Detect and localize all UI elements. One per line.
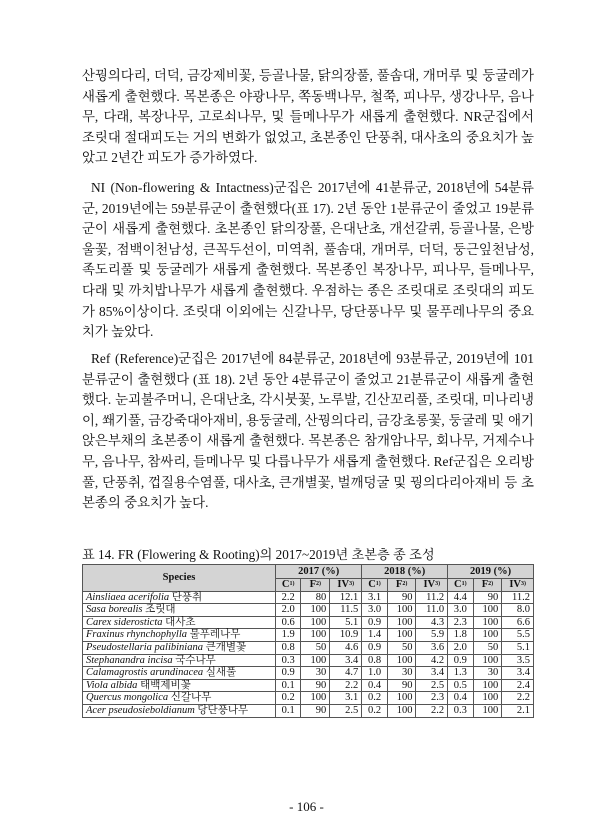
table-row [83,591,534,604]
species-cell [83,591,276,604]
value-cell: 2.2 [416,704,448,717]
value-cell: 3.4 [502,667,534,680]
value-cell: 90 [387,679,416,692]
value-cell: 100 [387,654,416,667]
value-cell: 0.2 [362,692,387,705]
value-cell: 0.2 [362,704,387,717]
value-cell: 0.3 [276,654,301,667]
value-cell: 100 [301,654,330,667]
value-cell: 50 [387,641,416,654]
scientific-name: Acer pseudosieboldianum [86,704,195,716]
paragraph-nr-continued: 산꿩의다리, 더덕, 금강제비꽃, 등골나물, 닭의장풀, 풀솜대, 개머루 및 둥굴레가 새롭게 출현했다. 목본종은 야광나무, 쪽동백나무, 철쭉, 피나무, 생강나무, 음나무, 다래, 복장나무, 고로쇠나무, 및 들메나무가 새롭게 출현했다. NR군집에서 조릿대 절대피도는 거의 변화가 없었고, 초본종인 단풍취, 대사초의 중요치가 높았고 2년간 피도가 증가하였다. [82,68,534,166]
value-cell: 50 [301,641,330,654]
subheader-c [448,579,473,592]
value-cell: 90 [301,679,330,692]
value-cell: 100 [473,616,502,629]
korean-name: 태백제비꽃 [140,679,191,691]
species-table [82,564,534,718]
species-cell [83,629,276,642]
subheader-iv [502,579,534,592]
value-cell: 4.6 [330,641,362,654]
subheader-c [276,579,301,592]
subheader-iv [330,579,362,592]
value-cell: 100 [301,629,330,642]
subheader-label: C [454,579,462,590]
value-cell: 2.2 [276,591,301,604]
korean-name: 국수나무 [175,654,216,666]
value-cell: 12.1 [330,591,362,604]
table-row [83,704,534,717]
korean-name: 조릿대 [145,604,176,616]
year-header: 2018 (%) [362,565,448,579]
value-cell: 11.2 [502,591,534,604]
value-cell: 4.2 [416,654,448,667]
scientific-name: Pseudostellaria palibiniana [86,641,203,653]
value-cell: 100 [301,692,330,705]
value-cell: 0.8 [362,654,387,667]
value-cell: 100 [301,616,330,629]
value-cell: 3.4 [330,654,362,667]
scientific-name: Quercus mongolica [86,692,169,704]
value-cell: 3.5 [502,654,534,667]
table-row [83,629,534,642]
species-cell [83,667,276,680]
value-cell: 3.0 [448,604,473,617]
value-cell: 100 [473,692,502,705]
value-cell: 11.5 [330,604,362,617]
species-cell [83,654,276,667]
paragraph-ref: Ref (Reference)군집은 2017년에 84분류군, 2018년에 93분류군, 2019년에 101분류군이 출현했다 (표 18). 2년 동안 4분류군이 줄었고 21분류군이 새롭게 출현했다. 눈괴불주머니, 은대난초, 각시붓꽃, 노루발, 긴산꼬리풀, 조릿대, 미나리냉이, 쐐기풀, 금강죽대아재비, 용둥굴레, 산꿩의다리, 금강초롱꽃, 둥굴레 및 애기앉은부채의 초본종이 새롭게 출현했다. 목본종은 참개암나무, 회나무, 거제수나무, 음나무, 참싸리, 들메나무 및 다릅나무가 새롭게 출현했다. Ref군집은 오리방풀, 단풍취, 껍질용수염풀, 대사초, 큰개별꽃, 벌깨덩굴 및 꿩의다리아재비 등 초본종의 중요치가 높다. [82,351,534,511]
value-cell: 100 [387,616,416,629]
year-header: 2017 (%) [276,565,362,579]
value-cell: 100 [473,704,502,717]
paragraph-ni: NI (Non-flowering & Intactness)군집은 2017년에 41분류군, 2018년에 54분류군, 2019년에는 59분류군이 출현했다(표 17). 2년 동안 1분류군이 줄었고 19분류군이 새롭게 출현했다. 초본종인 닭의장풀, 은대난초, 개선갈퀴, 등골나물, 은방울꽃, 점백이천남성, 큰꼭두선이, 미역취, 풀솜대, 개머루, 더덕, 둥근잎천남성, 족도리풀 및 둥굴레가 새롭게 출현했다. 목본종인 복장나무, 피나무, 들메나무, 다래 및 까치밥나무가 새롭게 출현했다. 우점하는 종은 조릿대로 조릿대의 피도가 85%이상이다. 조릿대 이외에는 신갈나무, 당단풍나무 및 물푸레나무의 중요치가 높았다. [82,180,534,340]
value-cell: 0.9 [362,616,387,629]
value-cell: 4.3 [416,616,448,629]
korean-name: 대사초 [165,616,196,628]
value-cell: 0.5 [448,679,473,692]
subheader-label: IV [337,579,350,590]
footnote-marker: 2) [488,581,494,587]
subheader-f [301,579,330,592]
table-row [83,692,534,705]
korean-name: 실새풀 [205,667,237,679]
scientific-name: Ainsliaea acerifolia [86,591,170,603]
value-cell: 100 [387,604,416,617]
value-cell: 100 [473,679,502,692]
scientific-name: Calamagrostis arundinacea [86,667,204,679]
value-cell: 5.1 [330,616,362,629]
value-cell: 80 [301,591,330,604]
scientific-name: Viola albida [86,679,138,691]
value-cell: 2.5 [416,679,448,692]
value-cell: 2.5 [330,704,362,717]
korean-name: 큰개별꽃 [205,641,247,653]
value-cell: 10.9 [330,629,362,642]
value-cell: 2.3 [416,692,448,705]
value-cell: 0.2 [276,692,301,705]
value-cell: 3.1 [330,692,362,705]
subheader-iv [416,579,448,592]
value-cell: 1.4 [362,629,387,642]
footnote-marker: 1) [461,581,467,587]
value-cell: 30 [387,667,416,680]
footnote-marker: 2) [316,581,322,587]
footnote-marker: 3) [520,581,526,587]
value-cell: 5.1 [502,641,534,654]
species-cell [83,641,276,654]
value-cell: 4.7 [330,667,362,680]
value-cell: 0.9 [362,641,387,654]
table-row [83,654,534,667]
subheader-label: C [281,579,290,590]
value-cell: 100 [473,604,502,617]
value-cell: 6.6 [502,616,534,629]
value-cell: 0.9 [448,654,473,667]
species-cell [83,692,276,705]
value-cell: 100 [473,629,502,642]
value-cell: 2.2 [330,679,362,692]
year-header: 2019 (%) [448,565,534,579]
footnote-marker: 1) [289,581,295,587]
value-cell: 90 [387,591,416,604]
korean-name: 단풍취 [171,591,203,603]
korean-name: 물푸레나무 [189,629,241,641]
value-cell: 11.2 [416,591,448,604]
value-cell: 50 [473,641,502,654]
value-cell: 100 [301,604,330,617]
subheader-label: C [368,579,376,590]
value-cell: 4.4 [448,591,473,604]
species-header: Species [83,565,276,592]
value-cell: 30 [473,667,502,680]
value-cell: 100 [387,704,416,717]
subheader-f [473,579,502,592]
value-cell: 0.1 [276,704,301,717]
value-cell: 11.0 [416,604,448,617]
page-number: - 106 - [289,799,324,814]
value-cell: 3.6 [416,641,448,654]
species-cell [83,616,276,629]
table-row [83,641,534,654]
value-cell: 2.2 [502,692,534,705]
footnote-marker: 2) [402,581,408,587]
subheader-label: F [395,579,403,590]
table-row [83,604,534,617]
value-cell: 0.9 [276,667,301,680]
value-cell: 2.0 [276,604,301,617]
species-cell [83,604,276,617]
footnote-marker: 3) [435,581,441,587]
subheader-f [387,579,416,592]
value-cell: 0.4 [362,679,387,692]
subheader-c [362,579,387,592]
value-cell: 1.9 [276,629,301,642]
value-cell: 0.6 [276,616,301,629]
table-caption: 표 14. FR (Flowering & Rooting)의 2017~2019년 초본층 종 조성 [82,547,435,562]
footnote-marker: 3) [349,581,355,587]
scientific-name: Sasa borealis [86,604,143,616]
value-cell: 100 [387,692,416,705]
value-cell: 0.1 [276,679,301,692]
korean-name: 당단풍나무 [197,704,249,716]
species-cell [83,679,276,692]
value-cell: 90 [301,704,330,717]
value-cell: 90 [473,591,502,604]
value-cell: 3.1 [362,591,387,604]
scientific-name: Fraxinus rhynchophylla [86,629,188,641]
value-cell: 2.3 [448,616,473,629]
value-cell: 0.4 [448,692,473,705]
value-cell: 30 [301,667,330,680]
value-cell: 1.3 [448,667,473,680]
scientific-name: Carex siderosticta [86,616,163,628]
subheader-label: IV [509,579,521,590]
value-cell: 1.8 [448,629,473,642]
korean-name: 신갈나무 [170,692,212,704]
value-cell: 100 [473,654,502,667]
value-cell: 5.9 [416,629,448,642]
value-cell: 1.0 [362,667,387,680]
scientific-name: Stephanandra incisa [86,654,173,666]
species-cell [83,704,276,717]
subheader-label: F [481,579,489,590]
value-cell: 2.4 [502,679,534,692]
value-cell: 2.1 [502,704,534,717]
subheader-label: IV [423,579,436,590]
value-cell: 5.5 [502,629,534,642]
table-row [83,616,534,629]
value-cell: 8.0 [502,604,534,617]
value-cell: 3.4 [416,667,448,680]
table-row [83,667,534,680]
subheader-label: F [309,579,317,590]
value-cell: 0.8 [276,641,301,654]
value-cell: 3.0 [362,604,387,617]
value-cell: 100 [387,629,416,642]
table-row [83,679,534,692]
footnote-marker: 1) [375,581,381,587]
value-cell: 2.0 [448,641,473,654]
value-cell: 0.3 [448,704,473,717]
